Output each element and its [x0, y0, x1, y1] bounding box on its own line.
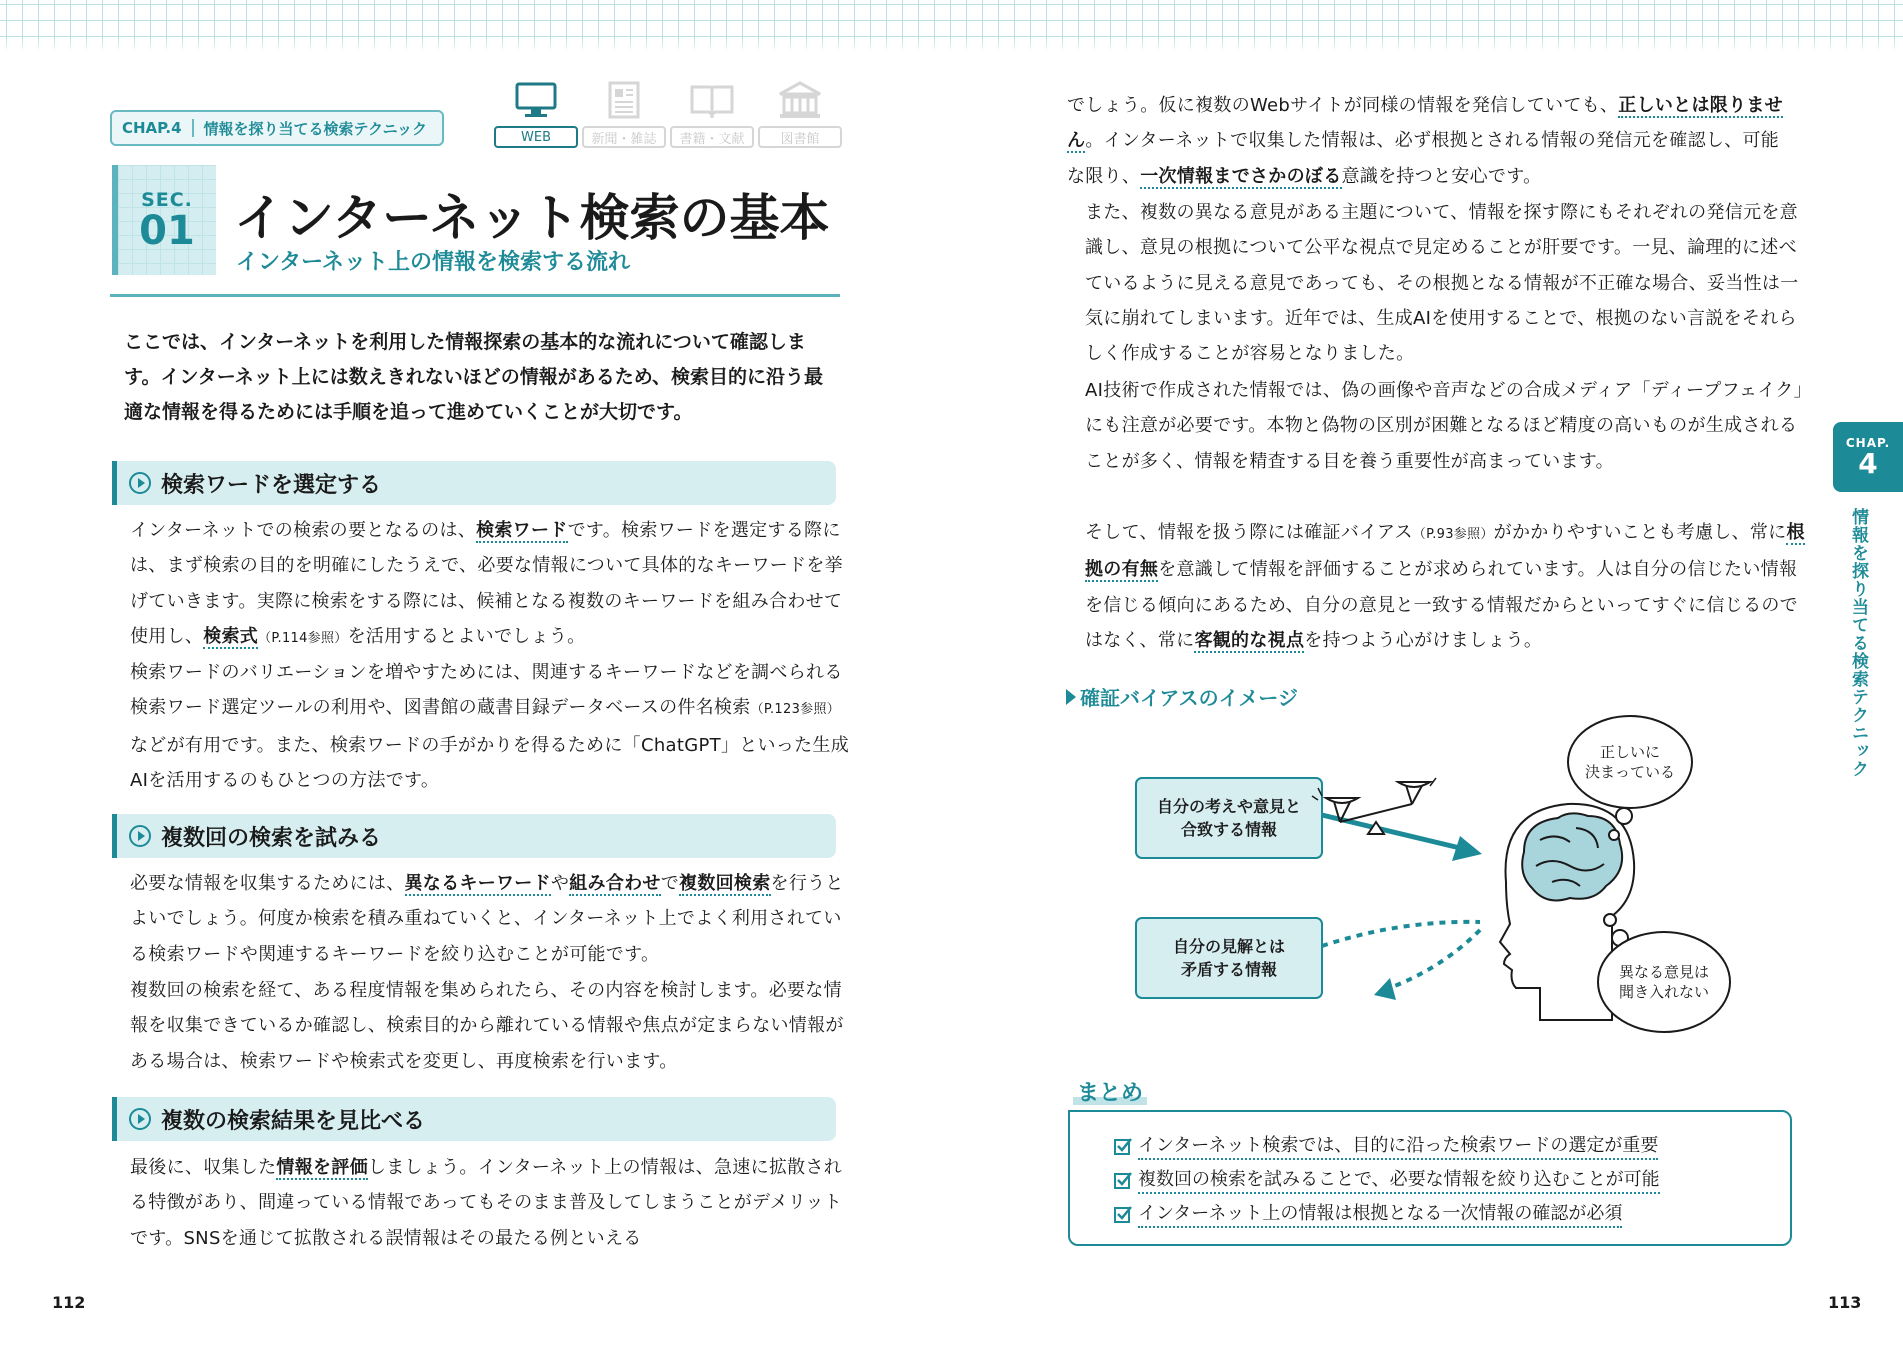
- triangle-bullet-icon: [1066, 689, 1076, 705]
- paragraph: 複数回の検索を経て、ある程度情報を集められたら、その内容を検討します。必要な情報を収集できているか確認し、検索目的から離れている情報や焦点が定まらない情報がある場合は、検索ワードや検索式を変更し、再度検索を行います。: [130, 980, 844, 1072]
- paragraph: インターネットでの検索の要となるのは、検索ワードです。検索ワードを選定する際には、まず検索の目的を明確にしたうえで、必要な情報について具体的なキーワードを挙げていきます。実際に検索をする際には、候補となる複数のキーワードを組み合わせて使用し、検索式（P.114参照）を活用するとよいでしょう。: [130, 520, 843, 647]
- highlight-term: 客観的な視点: [1194, 629, 1305, 651]
- heading-text: 複数回の検索を試みる: [161, 825, 382, 851]
- chapter-badge-chap: CHAP.4: [122, 119, 182, 137]
- summary-item: 複数回の検索を試みることで、必要な情報を絞り込むことが可能: [1114, 1165, 1660, 1194]
- figure-title: 確証バイアスのイメージ: [1066, 682, 1298, 711]
- conflict-info-label: 自分の見解とは 矛盾する情報: [1172, 937, 1285, 979]
- highlight-term: 組み合わせ: [569, 873, 661, 894]
- page-reference: （P.93参照）: [1412, 527, 1494, 542]
- play-circle-icon: [129, 825, 151, 847]
- section-number: 01: [139, 208, 195, 254]
- media-tab-newspaper: [582, 80, 666, 148]
- media-type-tabs: [494, 80, 842, 148]
- side-tab-chap: CHAP.: [1845, 436, 1891, 450]
- balance-scale-icon: [1312, 778, 1436, 834]
- paragraph: 検索ワードのバリエーションを増やすためには、関連するキーワードなどを調べられる検索ワード選定ツールの利用や、図書館の蔵書目録データベースの件名検索（P.123参照）などが有用です。また、検索ワードの手がかりを得るために「ChatGPT」といった生成AIを活用するのもひとつの方法です。: [130, 662, 850, 791]
- page-reference: （P.114参照）: [258, 630, 348, 646]
- heading-text: 検索ワードを選定する: [161, 472, 382, 498]
- summary-item: インターネット上の情報は根拠となる一次情報の確認が必須: [1114, 1199, 1622, 1228]
- media-tab-label: 新聞・雑誌: [582, 126, 666, 148]
- paragraph: 最後に、収集した情報を評価しましょう。インターネット上の情報は、急速に拡散される特徴があり、間違っている情報であってもそのまま普及してしまうことがデメリットです。SNSを通じて拡散される誤情報はその最たる例といえる: [130, 1157, 843, 1249]
- play-circle-icon: [129, 472, 151, 494]
- checkbox-checked-icon: [1114, 1205, 1132, 1223]
- media-tab-book: [670, 80, 754, 148]
- highlight-term: 検索ワード: [476, 520, 568, 541]
- checkbox-checked-icon: [1114, 1171, 1132, 1189]
- highlight-term: 異なるキーワード: [404, 873, 551, 894]
- page-reference: （P.123参照）: [750, 702, 841, 718]
- section-number-box: [112, 165, 216, 275]
- heading-compare-results: [112, 1097, 836, 1141]
- media-tab-web: [494, 80, 578, 148]
- paragraph: 必要な情報を収集するためには、異なるキーワードや組み合わせで複数回検索を行うとよいでしょう。何度か検索を積み重ねていくと、インターネット上でよく利用されている検索ワードや関連するキーワードを絞り込むことが可能です。: [130, 873, 844, 965]
- section-label: SEC.: [141, 189, 193, 211]
- agree-info-label: 自分の考えや意見と 合致する情報: [1156, 797, 1301, 839]
- newspaper-icon: [604, 80, 644, 120]
- media-tab-label: WEB: [494, 126, 578, 148]
- highlight-term: 一次情報までさかのぼる: [1140, 165, 1342, 187]
- chapter-badge-title: 情報を探り当てる検索テクニック: [203, 119, 428, 138]
- reject-arrow-2: [1384, 930, 1480, 990]
- library-icon: [777, 80, 823, 120]
- side-tab-number: 4: [1858, 447, 1878, 480]
- bubble-top-text: 正しいに 決まっている: [1584, 743, 1675, 781]
- left-page: [0, 0, 951, 1350]
- media-tab-label: 書籍・文献: [670, 126, 754, 148]
- lead-paragraph: ここでは、インターネットを利用した情報探索の基本的な流れについて確認します。インターネット上には数えきれないほどの情報があるため、検索目的に沿う最適な情報を得るためには手順を追って進めていくことが大切です。: [124, 331, 824, 423]
- summary-item: インターネット検索では、目的に沿った検索ワードの選定が重要: [1114, 1131, 1658, 1160]
- side-tab-title: 情報を探り当てる検索テクニック: [1848, 508, 1868, 778]
- title-divider: [110, 294, 840, 297]
- highlight-term: 情報を評価: [276, 1157, 368, 1178]
- bubble-bottom-text: 異なる意見は 聞き入れない: [1618, 963, 1709, 1001]
- page-number-left: 112: [52, 1293, 86, 1312]
- paragraph: そして、情報を扱う際には確証バイアス（P.93参照）がかかりやすいことも考慮し、常に根拠の有無を意識して情報を評価することが求められています。人は自分の信じたい情報を信じる傾向にあるため、自分の意見と一致する情報だからといってすぐに信じるのではなく、常に客観的な視点を持つよう心がけましょう。: [1085, 522, 1805, 651]
- accept-arrow: [1322, 815, 1460, 848]
- play-circle-icon: [129, 1108, 151, 1130]
- chapter-badge-divider: [192, 119, 194, 137]
- arrowhead-icon: [1374, 978, 1396, 1000]
- chapter-side-tab: [1833, 422, 1903, 492]
- heading-select-keywords: [112, 461, 836, 505]
- reject-arrow-1: [1322, 922, 1480, 946]
- paragraph: でしょう。仮に複数のWebサイトが同様の情報を発信していても、正しいとは限りません。インターネットで収集した情報は、必ず根拠とされる情報の発信元を確認し、可能な限り、一次情報までさかのぼる意識を持つと安心です。: [1067, 95, 1783, 187]
- page-subtitle: インターネット上の情報を検索する流れ: [236, 250, 631, 275]
- chapter-badge: [110, 110, 444, 146]
- page-number-right: 113: [1828, 1293, 1862, 1312]
- page-title: インターネット検索の基本: [234, 189, 830, 247]
- checkbox-checked-icon: [1114, 1137, 1132, 1155]
- summary-title: まとめ: [1077, 1076, 1143, 1107]
- heading-multiple-searches: [112, 814, 836, 858]
- highlight-term: 検索式: [203, 625, 259, 647]
- monitor-icon: [514, 80, 558, 120]
- highlight-term: 正しいとは限りません: [1067, 95, 1783, 152]
- media-tab-library: [758, 80, 842, 148]
- media-tab-label: 図書館: [758, 126, 842, 148]
- heading-text: 複数の検索結果を見比べる: [161, 1108, 426, 1134]
- highlight-term: 複数回検索: [679, 873, 771, 894]
- paragraph: また、複数の異なる意見がある主題について、情報を探す際にもそれぞれの発信元を意識し、意見の根拠について公平な視点で見定めることが肝要です。一見、論理的に述べているように見える意見であっても、その根拠となる情報が不正確な場合、妥当性は一気に崩れてしまいます。近年では、生成AIを使用することで、根拠のない言説をそれらしく作成することが容易となりました。: [1085, 202, 1799, 365]
- paragraph: AI技術で作成された情報では、偽の画像や音声などの合成メディア「ディープフェイク」にも注意が必要です。本物と偽物の区別が困難となるほど精度の高いものが生成されることが多く、情報を精査する目を養う重要性が高まっています。: [1085, 380, 1812, 472]
- book-icon: [688, 80, 736, 120]
- highlight-term: 根拠の有無: [1085, 522, 1805, 581]
- arrowhead-icon: [1452, 836, 1482, 861]
